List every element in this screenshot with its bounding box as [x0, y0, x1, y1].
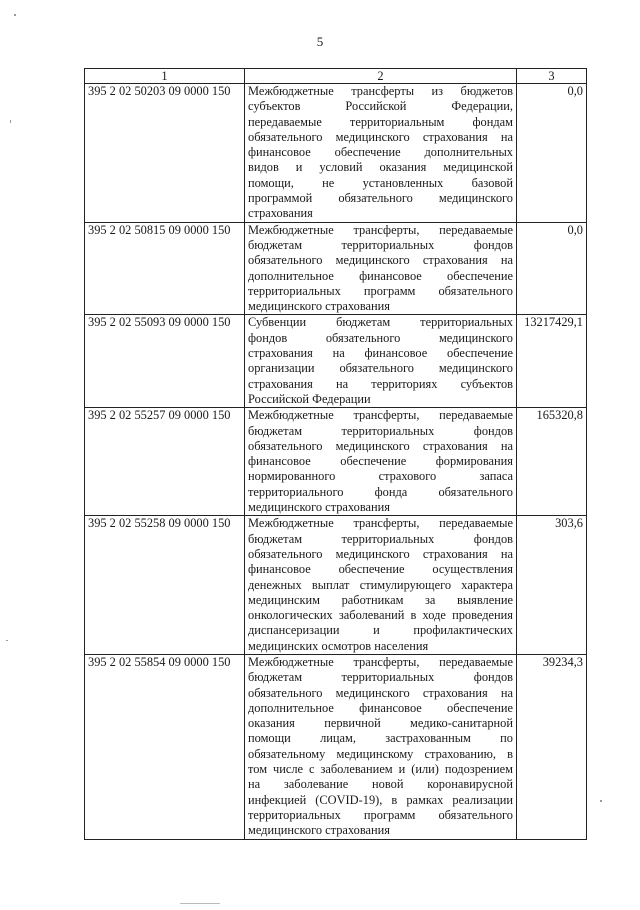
budget-table — [84, 68, 587, 840]
description-line: помощи лицам, застрахованным по — [248, 731, 513, 746]
budget-code-cell: 395 2 02 55854 09 0000 150 — [85, 654, 245, 839]
description-line: финансовое обеспечение осуществления — [248, 562, 513, 577]
description-cell — [245, 222, 517, 315]
table-header-row — [85, 69, 587, 84]
description-line: медицинского страхования — [248, 299, 390, 314]
budget-code-cell: 395 2 02 50815 09 0000 150 — [85, 222, 245, 315]
description-line: том числе с заболеванием и (или) подозрением — [248, 762, 513, 777]
table-row — [85, 408, 587, 516]
budget-code-cell: 395 2 02 55258 09 0000 150 — [85, 516, 245, 655]
description-line: финансовое обеспечение формирования — [248, 454, 513, 469]
description-line: страхования на территориях субъектов — [248, 376, 513, 391]
amount-cell: 13217429,1 — [517, 315, 587, 408]
amount-cell: 165320,8 — [517, 408, 587, 516]
description-line: организации обязательного медицинского — [248, 361, 513, 376]
description-line: обязательного медицинского страхования на — [248, 129, 513, 144]
description-line: обязательного медицинского страхования на — [248, 253, 513, 268]
description-line: Межбюджетные трансферты из бюджетов — [248, 84, 513, 98]
description-line: диспансеризации и профилактических — [248, 623, 513, 638]
description-line: бюджетам территориальных фондов — [248, 423, 513, 438]
description-line: страхования — [248, 206, 313, 221]
description-line: Межбюджетные трансферты, передаваемые — [248, 408, 513, 423]
column-header: 2 — [245, 69, 517, 84]
column-header: 3 — [517, 69, 587, 84]
description-line: передаваемые территориальным фондам — [248, 114, 513, 129]
scan-speck — [14, 14, 16, 16]
table-row — [85, 654, 587, 839]
description-line: видов и условий оказания медицинской — [248, 160, 513, 175]
budget-code-cell: 395 2 02 55093 09 0000 150 — [85, 315, 245, 408]
description-line: медицинских осмотров населения — [248, 638, 429, 653]
description-line: обязательного медицинского страхования на — [248, 685, 513, 700]
description-line: медицинского страхования — [248, 500, 390, 515]
description-line: бюджетам территориальных фондов — [248, 531, 513, 546]
amount-cell: 0,0 — [517, 222, 587, 315]
description-line: обязательному медицинскому страхованию, в — [248, 746, 513, 761]
description-cell — [245, 84, 517, 223]
amount-cell: 0,0 — [517, 84, 587, 223]
description-line: онкологических заболеваний в ходе проведения — [248, 608, 513, 623]
description-line: инфекцией (COVID-19), в рамках реализации — [248, 792, 513, 807]
budget-code-cell: 395 2 02 50203 09 0000 150 — [85, 84, 245, 223]
table-row — [85, 222, 587, 315]
description-line: нормированного страхового запаса — [248, 469, 513, 484]
budget-code-cell: 395 2 02 55257 09 0000 150 — [85, 408, 245, 516]
scan-speck — [600, 800, 602, 802]
description-line: Межбюджетные трансферты, передаваемые — [248, 654, 513, 669]
table-row — [85, 516, 587, 655]
amount-cell: 303,6 — [517, 516, 587, 655]
description-cell — [245, 315, 517, 408]
description-line: субъектов Российской Федерации, — [248, 99, 513, 114]
description-line: дополнительное финансовое обеспечение — [248, 268, 513, 283]
description-line: на заболевание новой коронавирусной — [248, 777, 513, 792]
scan-speck — [10, 120, 11, 123]
scan-speck — [6, 640, 8, 641]
description-line: Российской Федерации — [248, 391, 371, 406]
description-line: территориального фонда обязательного — [248, 484, 513, 499]
table-row — [85, 84, 587, 223]
description-cell — [245, 516, 517, 655]
scan-speck — [180, 903, 220, 904]
description-line: бюджетам территориальных фондов — [248, 237, 513, 252]
description-line: денежных выплат стимулирующего характера — [248, 577, 513, 592]
table-row — [85, 315, 587, 408]
description-line: обязательного медицинского страхования на — [248, 546, 513, 561]
amount-cell: 39234,3 — [517, 654, 587, 839]
description-line: медицинского страхования — [248, 823, 390, 838]
column-header: 1 — [85, 69, 245, 84]
description-line: программой обязательного медицинского — [248, 191, 513, 206]
description-line: фондов обязательного медицинского — [248, 330, 513, 345]
description-line: дополнительное финансовое обеспечение — [248, 700, 513, 715]
description-line: Межбюджетные трансферты, передаваемые — [248, 222, 513, 237]
description-line: территориальных программ обязательного — [248, 283, 513, 298]
description-cell — [245, 654, 517, 839]
description-line: обязательного медицинского страхования на — [248, 438, 513, 453]
description-line: медицинским работникам за выявление — [248, 592, 513, 607]
description-line: бюджетам территориальных фондов — [248, 670, 513, 685]
description-line: Субвенции бюджетам территориальных — [248, 315, 513, 330]
page-number: 5 — [316, 34, 324, 49]
description-line: территориальных программ обязательного — [248, 807, 513, 822]
description-line: Межбюджетные трансферты, передаваемые — [248, 516, 513, 531]
description-cell — [245, 408, 517, 516]
description-line: помощи, не установленных базовой — [248, 175, 513, 190]
description-line: финансовое обеспечение дополнительных — [248, 145, 513, 160]
description-line: страхования на финансовое обеспечение — [248, 346, 513, 361]
description-line: оказания первичной медико-санитарной — [248, 716, 513, 731]
